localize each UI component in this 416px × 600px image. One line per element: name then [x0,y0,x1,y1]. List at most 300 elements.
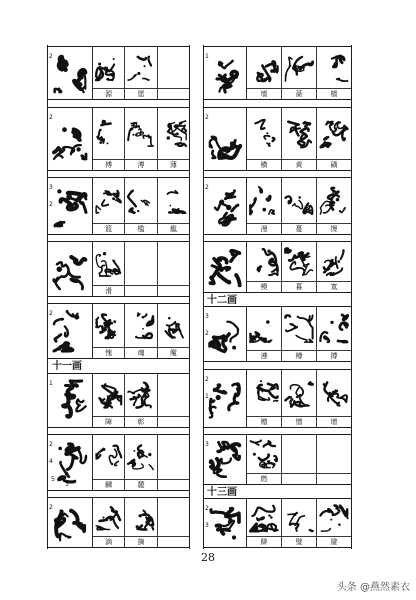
brush-stroke [267,143,270,146]
char-label: 障 [93,416,124,427]
brush-stroke [338,341,347,342]
ink-dot [256,386,259,389]
char-cell [125,242,157,296]
brush-stroke [175,143,186,146]
calligraphy-glyph [158,178,189,223]
char-cell [247,242,282,292]
char-label [317,473,351,484]
char-cell [158,435,189,490]
brush-stroke [309,383,313,385]
stroke-order-number: 2 [49,53,53,60]
char-cell [125,498,157,547]
brush-stroke [142,383,150,391]
brush-stroke [142,314,147,318]
brush-stroke [320,509,339,516]
brush-stroke [97,450,103,458]
char-cell [158,498,189,547]
brush-stroke [102,200,108,206]
ink-dot [270,69,274,73]
char-label: 摘 [125,536,156,547]
char-cell [282,499,317,547]
brush-stroke [250,440,261,445]
stroke-order-numbers [204,242,246,292]
char-cell [158,178,189,234]
stroke-order-number: 4 [49,458,53,465]
ink-dot [258,270,260,272]
char-label: 麓 [125,479,156,490]
watermark: 头条 @燕然素衣 [336,582,410,593]
char-cell [317,178,351,234]
ink-dot [296,396,298,398]
ink-dot [137,210,139,212]
calligraphy-glyph [158,435,189,479]
char-label: 魂 [125,347,156,358]
component-cell [48,242,93,296]
brush-stroke [337,79,348,81]
brush-stroke [128,460,135,467]
component-cell [48,178,93,234]
ink-dot [332,391,335,394]
ink-dot [136,525,139,528]
char-row [48,497,189,548]
char-cell [158,108,189,170]
calligraphy-glyph [282,108,316,159]
stroke-order-number: 2 [49,310,53,317]
ink-dot [99,331,102,334]
stroke-order-numbers [48,435,92,490]
char-cell [125,47,157,99]
calligraphy-glyph [247,178,281,223]
char-label: 墙 [247,88,281,99]
char-label [158,285,189,296]
char-label: 彰 [125,416,156,427]
ink-dot [298,67,302,71]
char-label: 麟 [93,479,124,490]
stroke-order-numbers [204,178,246,234]
char-row [204,369,351,428]
stroke-order-numbers [48,304,92,358]
brush-stroke [176,209,185,213]
char-label: 源 [93,88,124,99]
char-row [48,303,189,359]
stroke-order-numbers [48,242,92,296]
brush-stroke [250,198,255,214]
component-cell [204,435,247,484]
char-label: 撙 [317,350,351,361]
brush-stroke [257,517,264,521]
ink-dot [138,72,141,75]
calligraphy-glyph [247,47,281,88]
brush-stroke [285,196,291,203]
ink-dot [307,319,311,323]
brush-stroke [166,322,175,326]
calligraphy-glyph [158,498,189,536]
brush-stroke [143,78,149,80]
char-label: 滴 [93,536,124,547]
calligraphy-glyph [282,370,316,416]
char-label: 增 [317,416,351,427]
brush-stroke [296,335,312,342]
ink-dot [267,250,270,253]
brush-stroke [149,57,152,66]
calligraphy-glyph [282,242,316,281]
ink-dot [338,78,340,80]
component-cell [204,499,247,547]
calligraphy-glyph [125,304,156,347]
calligraphy-glyph [158,374,189,416]
brush-stroke [167,191,177,194]
stroke-order-numbers [204,499,246,547]
calligraphy-glyph [93,374,124,416]
char-label: 寞 [317,281,351,292]
brush-stroke [324,137,328,139]
ink-dot [330,519,332,521]
char-cell [93,242,125,296]
brush-stroke [285,397,290,400]
char-cell [317,435,351,484]
brush-stroke [341,250,344,259]
brush-stroke [138,57,146,60]
char-label: 魔 [158,347,189,358]
char-cell [247,307,282,361]
brush-stroke [130,208,135,213]
brush-stroke [103,121,105,125]
brush-stroke [253,506,275,516]
stroke-order-number: 2 [205,376,209,383]
char-cell [125,374,157,427]
ink-dot [113,58,115,60]
brush-stroke [341,208,345,213]
char-cell [282,435,317,484]
ink-dot [324,337,326,339]
calligraphy-glyph [317,47,351,88]
brush-stroke [285,57,292,81]
brush-stroke [148,137,153,147]
stroke-order-number: 1 [205,393,209,400]
char-cell [247,178,282,234]
char-cell [282,178,317,234]
stroke-order-number: 2 [49,504,53,511]
char-label: 樯 [317,88,351,99]
char-cell [158,374,189,427]
stroke-order-numbers [48,498,92,547]
char-cell [317,307,351,361]
char-row [48,373,189,428]
page-number: 28 [201,551,215,564]
char-row [48,241,189,297]
brush-stroke [128,75,136,80]
brush-stroke [96,255,102,268]
brush-stroke [259,187,262,193]
brush-stroke [259,455,269,460]
ink-dot [296,267,298,269]
char-cell [317,370,351,427]
brush-stroke [260,462,267,468]
stroke-order-number: 3 [49,184,53,191]
component-cell [204,242,247,292]
component-cell [204,108,247,170]
brush-stroke [321,528,330,531]
char-cell [247,108,282,170]
calligraphy-glyph [282,178,316,223]
calligraphy-glyph [317,178,351,223]
calligraphy-glyph [247,435,281,473]
brush-stroke [147,316,153,325]
char-label: 樽 [282,350,316,361]
calligraphy-glyph [247,242,281,281]
component-cell [48,498,93,547]
calligraphy-glyph [282,47,316,88]
char-cell [93,47,125,99]
stroke-order-number: 2 [205,505,209,512]
char-cell [247,435,282,484]
ink-dot [270,516,273,519]
brush-stroke [138,445,144,456]
char-label [158,479,189,490]
char-cell [282,307,317,361]
ink-dot [108,401,111,404]
char-label: 暮 [282,281,316,292]
calligraphy-glyph [93,435,124,479]
brush-stroke [285,315,290,317]
char-label: 赠 [247,416,281,427]
char-cell [125,304,157,358]
calligraphy-glyph [247,307,281,350]
component-cell [48,47,93,99]
ink-dot [292,259,294,261]
char-row [204,306,351,362]
section-header: 十一画 [52,361,82,372]
calligraphy-glyph [93,242,124,285]
brush-stroke [115,461,119,465]
brush-stroke [96,318,100,328]
char-label: 愿 [125,88,156,99]
brush-stroke [324,382,327,387]
ink-dot [326,121,328,123]
calligraphy-glyph [158,304,189,347]
brush-stroke [320,142,330,147]
ink-dot [144,391,146,393]
char-label: 溥 [125,159,156,170]
brush-stroke [143,333,152,338]
stroke-order-number: 3 [65,481,69,488]
ink-dot [144,65,146,67]
brush-stroke [268,384,278,389]
calligraphy-glyph [93,498,124,536]
char-label: 漫 [247,223,281,234]
char-label: 横 [247,159,281,170]
ink-dot [99,141,102,144]
stroke-order-number: 1 [205,53,209,60]
stroke-order-number: 2 [205,330,209,337]
calligraphy-glyph [125,47,156,88]
brush-stroke [266,61,275,67]
calligraphy-glyph [93,304,124,347]
char-label: 篮 [93,223,124,234]
char-row [204,434,351,485]
ink-dot [143,328,145,330]
brush-stroke [140,511,147,517]
char-cell [93,374,125,427]
calligraphy-glyph [317,108,351,159]
ink-dot [168,317,171,320]
stroke-order-number: 1 [49,380,53,387]
calligraphy-glyph [158,108,189,159]
calligraphy-glyph [247,499,281,536]
brush-stroke [324,388,332,396]
component-cell [204,370,247,427]
stroke-order-numbers [204,307,246,361]
stroke-order-numbers [204,108,246,170]
char-cell [317,108,351,170]
char-label: 璧 [282,536,316,547]
ink-dot [149,453,152,456]
calligraphy-glyph [317,242,351,281]
char-label: 槛 [125,223,156,234]
ink-dot [330,321,333,324]
ink-dot [134,450,136,452]
ink-dot [113,320,116,323]
char-cell [125,435,157,490]
char-cell [125,178,157,234]
char-label: 憎 [282,416,316,427]
brush-stroke [264,441,275,446]
char-row [204,241,351,293]
brush-stroke [336,257,338,268]
stroke-order-number: 2 [49,114,53,121]
component-cell [204,47,247,99]
char-cell [317,499,351,547]
char-cell [247,499,282,547]
char-label: 僻 [247,536,281,547]
calligraphy-glyph [317,499,351,536]
char-label [158,536,189,547]
stroke-order-numbers [204,370,246,427]
brush-stroke [310,530,313,531]
calligraphy-glyph [158,47,189,88]
char-label: 燃 [247,473,281,484]
ink-dot [267,460,270,463]
ink-dot [260,380,262,382]
calligraphy-glyph [125,498,156,536]
calligraphy-glyph [93,178,124,223]
ink-dot [266,132,268,134]
char-label: 避 [317,536,351,547]
char-cell [247,47,282,99]
ink-dot [107,142,109,144]
ink-dot [169,205,171,207]
char-cell [247,370,282,427]
brush-stroke [342,315,347,320]
component-cell [48,304,93,358]
ink-dot [145,202,148,205]
calligraphy-glyph [247,370,281,416]
brush-stroke [264,136,270,139]
stroke-order-numbers [48,374,92,427]
component-cell [204,178,247,234]
ink-dot [337,260,340,263]
brush-stroke [128,191,136,207]
char-cell [158,47,189,99]
ink-dot [262,208,266,212]
char-label: 蔷 [282,88,316,99]
char-row [48,46,189,100]
char-label [158,88,189,99]
char-row [204,498,351,548]
calligraphy-glyph [247,108,281,159]
ink-dot [300,130,302,132]
ink-dot [102,448,105,451]
char-cell [317,47,351,99]
char-cell [282,108,317,170]
char-label: 蔓 [282,223,316,234]
brush-stroke [258,267,261,271]
stroke-order-numbers [48,47,92,99]
char-label: 傅 [93,159,124,170]
brush-stroke [250,524,258,531]
char-cell [93,304,125,358]
brush-stroke [269,253,277,271]
char-cell [282,370,317,427]
brush-stroke [285,249,290,253]
ink-dot [263,68,265,70]
calligraphy-glyph [317,307,351,350]
ink-dot [298,196,301,199]
calligraphy-glyph [282,435,316,473]
brush-stroke [267,524,277,531]
calligraphy-glyph [125,435,156,479]
component-cell [204,307,247,361]
char-label: 黄 [282,159,316,170]
brush-stroke [97,130,101,138]
ink-dot [339,210,341,212]
char-cell [93,435,125,490]
char-cell [282,242,317,292]
brush-stroke [136,129,144,136]
ink-dot [98,62,101,65]
brush-stroke [104,191,112,195]
stroke-order-number: 3 [205,313,209,320]
brush-stroke [113,517,118,528]
char-row [48,107,189,171]
char-cell [158,304,189,358]
char-label: 磺 [317,159,351,170]
component-cell [48,374,93,427]
ink-dot [133,134,135,136]
brush-stroke [255,120,264,129]
brush-stroke [138,313,140,316]
ink-dot [268,514,270,516]
brush-stroke [269,210,274,214]
brush-stroke [293,200,303,209]
section-header: 十三画 [207,487,237,498]
brush-stroke [267,196,271,201]
stroke-order-number: 3 [205,441,209,448]
stroke-order-number: 2 [205,114,209,121]
char-cell [317,242,351,292]
calligraphy-glyph [125,242,156,285]
char-label: 薄 [158,159,189,170]
ink-dot [338,523,341,526]
calligraphy-glyph [93,108,124,159]
calligraphy-glyph [125,108,156,159]
char-label: 尴 [158,223,189,234]
char-cell [93,108,125,170]
char-cell [93,178,125,234]
component-cell [48,108,93,170]
char-cell [282,47,317,99]
calligraphy-glyph [158,242,189,285]
